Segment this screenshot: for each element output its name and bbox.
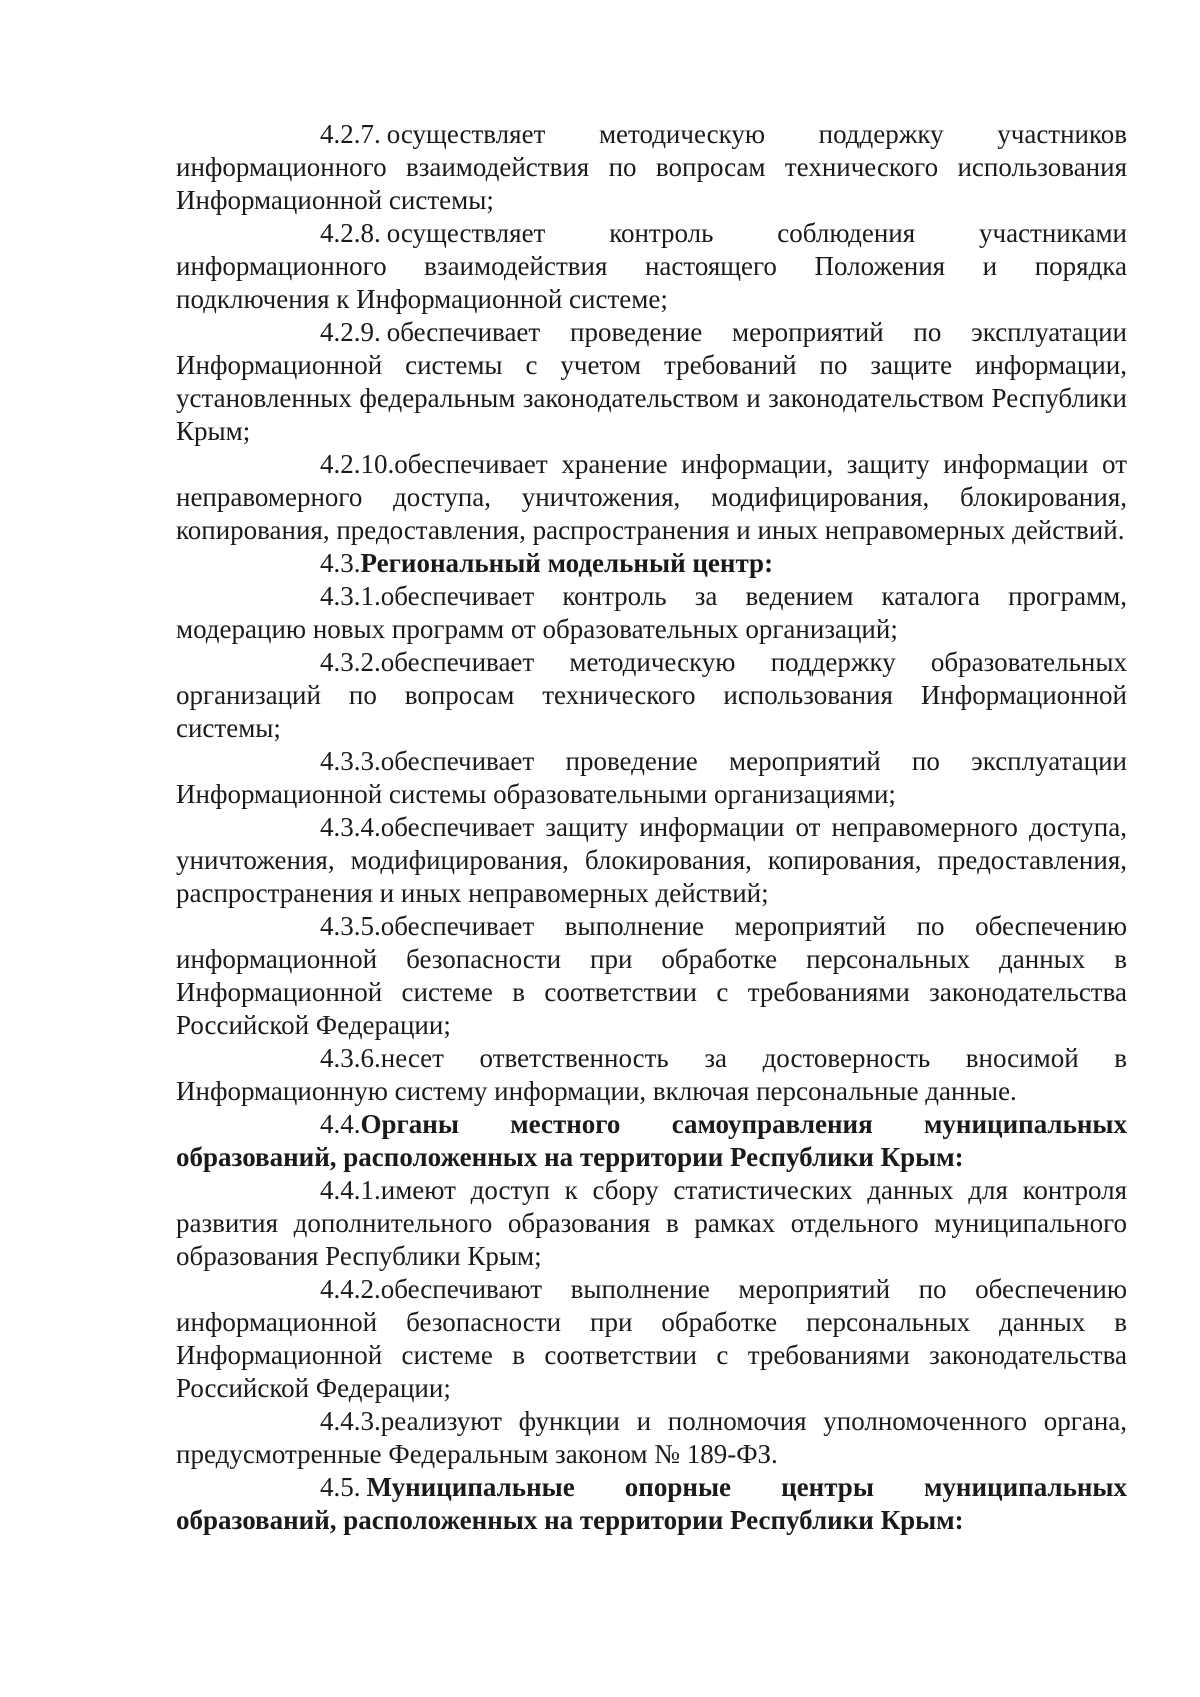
clause-text: обеспечивает защиту информации от неправомерного доступа, уничтожения, модифицирования, блокирования, копирования, предоставления, распространения и иных неправомерных действий; — [176, 812, 1127, 908]
clause-text: имеют доступ к сбору статистических данных для контроля развития дополнительного образования в рамках отдельного муниципального образования Республики Крым; — [176, 1175, 1127, 1271]
paragraph-4-3-4 — [176, 811, 1127, 910]
clause-text: несет ответственность за достоверность вносимой в Информационную систему информации, включая персональные данные. — [176, 1043, 1127, 1106]
paragraph-4-4-2 — [176, 1273, 1127, 1405]
clause-number: 4.3.2. — [320, 647, 381, 677]
paragraph-4-3-1 — [176, 580, 1127, 646]
clause-text: обеспечивают выполнение мероприятий по обеспечению информационной безопасности при обработке персональных данных в Информационной системе в соответствии с требованиями законодательства Российской Федерации; — [176, 1274, 1127, 1403]
clause-text: обеспечивает проведение мероприятий по эксплуатации Информационной системы образовательными организациями; — [176, 746, 1127, 809]
clause-text: осуществляет методическую поддержку участников информационного взаимодействия по вопросам технического использования Информационной системы; — [176, 119, 1127, 215]
clause-number: 4.4.2. — [320, 1274, 381, 1304]
clause-text: обеспечивает методическую поддержку образовательных организаций по вопросам технического использования Информационной системы; — [176, 647, 1127, 743]
clause-text: обеспечивает контроль за ведением каталога программ, модерацию новых программ от образовательных организаций; — [176, 581, 1127, 644]
paragraph-4-2-8 — [176, 217, 1127, 316]
clause-number: 4.4.3. — [320, 1406, 381, 1436]
clause-number: 4.3.3. — [320, 746, 381, 776]
clause-number: 4.3.5. — [320, 911, 381, 941]
clause-number: 4.2.9. — [320, 317, 381, 347]
clause-text: обеспечивает проведение мероприятий по эксплуатации Информационной системы с учетом требований по защите информации, установленных федеральным законодательством и законодательством Республики Крым; — [176, 317, 1127, 446]
paragraph-4-4-1 — [176, 1174, 1127, 1273]
clause-number: 4.4.1. — [320, 1175, 381, 1205]
clause-number: 4.5. — [320, 1472, 361, 1502]
clause-text: обеспечивает выполнение мероприятий по обеспечению информационной безопасности при обработке персональных данных в Информационной системе в соответствии с требованиями законодательства Российской Федерации; — [176, 911, 1127, 1040]
clause-text: обеспечивает хранение информации, защиту информации от неправомерного доступа, уничтожения, модифицирования, блокирования, копирования, предоставления, распространения и иных неправомерных действий. — [176, 449, 1127, 545]
section-title: Органы местного самоуправления муниципальных образований, расположенных на территории Республики Крым: — [176, 1109, 1127, 1172]
clause-text: осуществляет контроль соблюдения участниками информационного взаимодействия настоящего Положения и порядка подключения к Информационной системе; — [176, 218, 1127, 314]
clause-number: 4.3.1. — [320, 581, 381, 611]
section-heading-4-3 — [176, 547, 1127, 580]
paragraph-4-3-3 — [176, 745, 1127, 811]
clause-text: реализуют функции и полномочия уполномоченного органа, предусмотренные Федеральным законом № 189-ФЗ. — [176, 1406, 1127, 1469]
paragraph-4-3-5 — [176, 910, 1127, 1042]
section-title: Муниципальные опорные центры муниципальных образований, расположенных на территории Республики Крым: — [176, 1472, 1127, 1535]
clause-number: 4.2.7. — [320, 119, 381, 149]
clause-number: 4.3.6. — [320, 1043, 381, 1073]
clause-number: 4.3. — [320, 548, 361, 578]
document-page — [176, 118, 1127, 1537]
section-heading-4-4 — [176, 1108, 1127, 1174]
clause-number: 4.3.4. — [320, 812, 381, 842]
paragraph-4-2-7 — [176, 118, 1127, 217]
paragraph-4-2-9 — [176, 316, 1127, 448]
section-title: Региональный модельный центр: — [360, 548, 774, 578]
clause-number: 4.4. — [320, 1109, 361, 1139]
paragraph-4-3-6 — [176, 1042, 1127, 1108]
clause-number: 4.2.8. — [320, 218, 381, 248]
section-heading-4-5 — [176, 1471, 1127, 1537]
clause-number: 4.2.10. — [320, 449, 395, 479]
paragraph-4-4-3 — [176, 1405, 1127, 1471]
paragraph-4-2-10 — [176, 448, 1127, 547]
paragraph-4-3-2 — [176, 646, 1127, 745]
